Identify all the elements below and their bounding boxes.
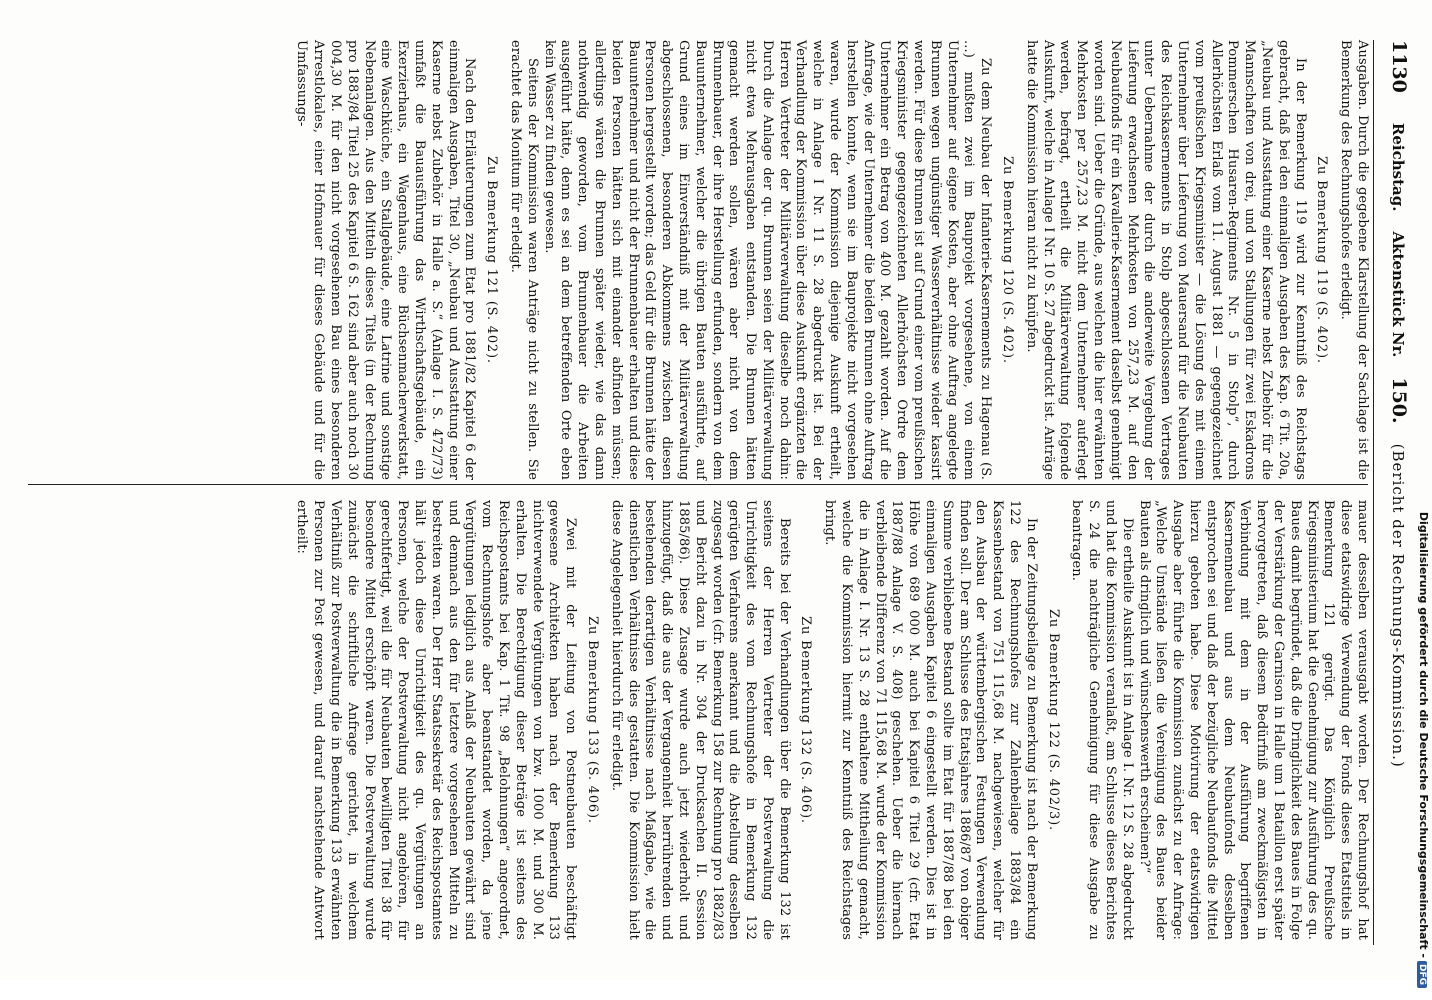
section-heading: Zu Bemerkung 132 (S. 406). — [798, 616, 814, 824]
page-number: 1130 — [1388, 40, 1410, 93]
header-number: 150. — [1388, 377, 1410, 424]
section-heading: Zu Bemerkung 119 (S. 402). — [1314, 156, 1330, 364]
right-column — [293, 500, 1370, 940]
section-heading: Zu Bemerkung 121 (S. 402). — [484, 156, 500, 364]
section-heading: Zu Bemerkung 122 (S. 402/3). — [1045, 609, 1061, 831]
page-header — [1376, 40, 1410, 940]
paragraph: Bereits bei der Verhandlungen über die Bemerkung 132 ist seitens der Herren Vertreter der Postverwaltung die Unrichtigkeit des vom Rechnungshofe in Bemerkung 132 gerügten Verfahrens anerkannt und die Abstellung desselben zugesagt worden (cfr. Bemerkung 158 zur Rechnung pro 1882/83 und Bericht dazu in Nr. 304 der Drucksachen II. Session 1885/86). Diese Zusage wurde auch jetzt wiederholt und hinzugefügt, daß die aus der Vergangenheit herrührenden und bestehenden derartigen Verhältnisse nach Maßgabe, wie die dienstlichen Verhältnisse dies gestatten. Die Kommission hielt diese Angelegenheit hierdurch für erledigt. — [608, 500, 792, 940]
paragraph: Zu dem Neubau der Infanterie-Kasernements zu Hagenau (S. ...) mußten zwei im Bauprojekt vorgesehene, von einem Unternehmer auf eigene Kosten, aber ohne Auftrag angelegte Brunnen wegen ungünstiger Wasserverhältnisse wieder kassirt werden. Für diese Brunnen ist auf Grund einer vom preußischen Kriegsminister gegengezeichneten Allerhöchsten Ordre dem Unternehmer ein Betrag von 400 M. gezahlt worden. Auf die Anfrage, wie der Unternehmer die beiden Brunnen ohne Auftrag herstellen konnte, wenn sie im Bauprojekte nicht vorgesehen waren, wurde der Kommission diejenige Auskunft ertheilt, welche in Anlage I Nr. 11 S. 28 abgedruckt ist. Bei der Verhandlung der Kommission über diese Auskunft ergänzten die Herren Vertreter der Militärverwaltung dieselbe noch dahin: Durch die Anlage der qu. Brunnen seien der Militärverwaltung nicht etwa Mehrausgaben entstanden. Die Brunnen hätten gemacht werden sollen, wären aber nicht von dem Brunnenbauer, der ihre Herstellung erfunden, sondern von dem Bauunternehmer, welcher die übrigen Bauten ausführte, auf Grund eines im Einverständniß mit der Militärverwaltung abgeschlossenen, besonderen Abkommens zwischen diesen Personen hergestellt worden; das Geld für die Brunnen hätte der Bauunternehmer und nicht der Brunnenbauer erhalten und diese beiden Personen hätten sich mit einander abfinden müssen; allerdings wären die Brunnen später wieder, wie das dann nothwendig geworden, vom Brunnenbauer die Arbeiten ausgeführt hätte, denn es sei an dem betreffenden Orte eben kein Wasser zu finden gewesen. — [541, 40, 994, 480]
header-rule — [1373, 40, 1374, 945]
paragraph: In der Bemerkung 119 wird zur Kenntniß des Reichstags gebracht, daß bei den einmaligen Ausgaben des Kap. 6 Tit. 20a, „Neubau und Ausstattung einer Kaserne nebst Zubehör für die Mannschaften von drei, und von Stallungen für zwei Eskadrons Pommerschen Husaren-Regiments Nr. 5 in Stolp“, durch Allerhöchsten Erlaß vom 11. August 1881 — gegengezeichnet vom preußischen Kriegsminister — die Lösung des mit einem Unternehmer über Lieferung von Mauersand für die Neubauten des Reichskasernements in Stolp abgeschlossenen Vertrages unter Uebernahme der durch die anderweite Vergebung der Lieferung erwachsenen Mehrkosten von 257,23 M. auf den Neubaufonds für ein Kavallerie-Kasernement daselbst genehmigt worden sind. Ueber die Gründe, aus welchen die hier erwähnten Mehrkosten per 257,23 M. nicht dem Unternehmer auferlegt werden, befragt, ertheilt die Militärverwaltung folgende Auskunft, welche in Anlage I Nr. 10 S. 27 abgedruckt ist. Anträge hatte die Kommission hieran nicht zu knüpfen. — [1023, 40, 1308, 480]
dfg-logo: DFG — [1417, 961, 1427, 988]
paragraph: In der Zeitungsbeilage zu Bemerkung ist nach der Bemerkung 122 des Rechnungshofes zur Zahlenbeilage 1883/84 ein Kassenbestand von 751 115,68 M. nachgewiesen, welcher für den Ausbau der württembergischen Festungen Verwendung finden soll. Der am Schlusse des Etatsjahres 1886/87 von obiger Summe verbliebene Bestand sollte im Etat für 1887/88 bei den einmaligen Ausgaben Kapitel 6 eingestellt werden. Dies ist in Höhe von 689 000 M. auch bei Kapitel 6 Titel 29 (cfr. Etat 1887/88 Anlage V. S. 408) geschehen. Ueber die hiernach verbleibende Differenz von 71 115,68 M. wurde der Kommission die in Anlage I. Nr. 13 S. 28 enthaltene Mittheilung gemacht, welche die Kommission hiermit zur Kenntniß des Reichstages bringt. — [822, 500, 1039, 940]
column-divider — [28, 484, 1368, 485]
header-left: Reichstag. — [1389, 122, 1407, 212]
paragraph: mauer desselben verausgabt worden. Der Rechnungshof hat diese etatswidrige Verwendung der Fonds dieses Etatstitels in Bemerkung 121 gerügt. Das Königlich Preußische Kriegsministerium hat die Genehmigung zur Ausführung des qu. Baues damit begründet, daß die Dringlichkeit des Baues in Folge der Verstärkung der Garnison in Halle um 1 Bataillon erst später hervorgetreten, daß diesem Bedürfniß am zweckmäßigsten in Verbindung mit dem in der Ausführung begriffenen Kasernenneubau und aus dem Neubaufonds desselben entsprochen sei und daß der bezügliche Neubaufonds die Mittel hierzu geboten habe. Diese Motivirung der etatswidrigen Ausgabe aber führte die Kommission zunächst zu der Anfrage: „Welche Umstände ließen die Vereinigung des Baues beider Bauten als dringlich und wünschenswerth erscheinen?“ — [1136, 500, 1370, 940]
paragraph: Zwei mit der Leitung von Postneubauten beschäftigt gewesene Architekten haben nach der Bemerkung 133 nichtverwendete Vergütungen von bzw. 1000 M. und 300 M. erhalten. Die Berechtigung dieser Beträge ist seitens des Reichspostamts bei Kap. 1 Tit. 98 „Belohnungen“ angeordnet, vom Rechnungshofe aber beanstandet worden, da jene Vergütungen lediglich aus Anlaß der Neubauten gewährt sind und demnach aus den für letztere vorgesehenen Mitteln zu bestreiten waren. Der Herr Staatssekretär des Reichspostamtes hält jedoch diese Unrichtigkeit des qu. Vergütungen an Personen, welche der Postverwaltung nicht angehören, für gerechtfertigt, weil die für Neubauten bewilligten Titel 38 für besondere Mittel erschöpft waren. Die Postverwaltung wurde zunächst die schriftliche Anfrage gerichtet, in welchem Verhältniß zur Postverwaltung die in Bemerkung 133 erwähnten Personen zur Post gewesen, und darauf nachstehende Antwort ertheilt: — [294, 500, 579, 940]
left-column — [293, 40, 1370, 480]
section-heading: Zu Bemerkung 120 (S. 402). — [1000, 156, 1016, 364]
paragraph: Die ertheilte Auskunft ist in Anlage I. Nr. 12 S. 28 abgedruckt und hat die Kommission veranlaßt, am Schlusse dieses Berichtes S. 24 die nachträgliche Genehmigung für diese Ausgabe zu beantragen. — [1069, 500, 1135, 940]
section-heading: Zu Bemerkung 133 (S. 406). — [584, 616, 600, 824]
digitization-text: Digitalisierung gefördert durch die Deutsche Forschungsgemeinschaft - — [1417, 511, 1430, 958]
paragraph: Nach den Erläuterungen zum Etat pro 1881/82 Kapitel 6 der einmaligen Ausgaben, Titel 30, „Neubau und Ausstattung einer Kaserne nebst Zubehör in Halle a. S.“ (Anlage I. S. 472/73) umfaßt die Bauausführung das Wirthschaftsgebäude, ein Exerzierhaus, ein Wagenhaus, eine Büchsenmacherwerkstatt, eine Waschküche, ein Stallgebäude, eine Latrine und sonstige Nebenanlagen. Aus den Mitteln dieses Titels (in der Rechnung pro 1883/84 Titel 25 des Kapitel 6 S. 162 sind aber auch noch 30 004,30 M. für den nicht vorgesehenen Bau eines besonderen Arrestlokales, einer Hofmauer für dieses Gebäude und für die Umfassungs- — [294, 40, 478, 480]
paragraph: Ausgaben. Durch die gegebene Klarstellung der Sachlage ist die Bemerkung des Rechnungshofes erledigt. — [1338, 40, 1370, 480]
digitization-note — [1408, 8, 1432, 988]
header-middle: Aktenstück Nr. — [1389, 231, 1407, 358]
paragraph: Seitens der Kommission waren Anträge nicht zu stellen. Sie erachtet das Monitum für erledigt. — [507, 40, 540, 480]
header-right: (Bericht der Rechnungs-Kommission.) — [1389, 443, 1407, 768]
